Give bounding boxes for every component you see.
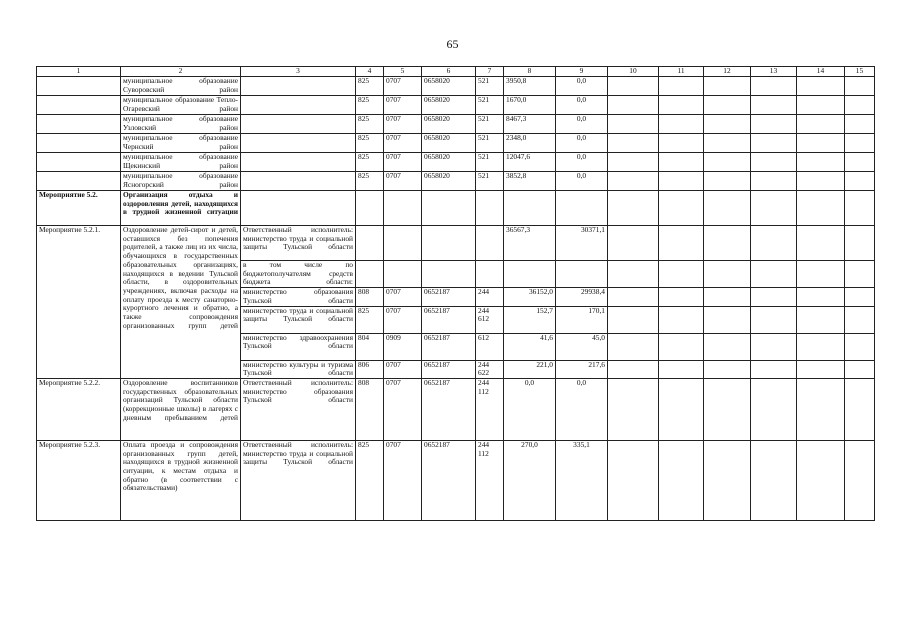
empty-cell: [797, 134, 845, 153]
value-col9: 0,0: [556, 153, 608, 172]
value-col9: 29938,4: [556, 288, 608, 306]
column-header: 2: [121, 67, 241, 77]
empty-cell: [608, 134, 659, 153]
measure-description: Оздоровление воспитанников государственных образовательных организаций Тульской области (коррекционные школы) в лагерях с дневным пребыванием детей: [121, 378, 241, 440]
value-col5: 0707: [384, 77, 422, 96]
empty-cell: [704, 96, 751, 115]
empty-cell: [845, 115, 875, 134]
empty-cell: [241, 96, 356, 115]
column-header: 6: [422, 67, 476, 77]
value-col8: 221,0: [504, 360, 556, 378]
value-col7: 244 112: [476, 378, 504, 440]
empty-cell: [608, 153, 659, 172]
value-col6: 0652187: [422, 288, 476, 306]
value-col6: 0658020: [422, 134, 476, 153]
empty-cell: [241, 115, 356, 134]
measure-description: Оздоровление детей-сирот и детей, оставшихся без попечения родителей, а также лиц из их числа, обучающихся в государственных образовательных организациях, находящихся в ведении Тульской области, в оздоровительных учреждениях, включая расходы на оплату проезда к месту санаторно-курортного лечения и обратно, а также сопровождения организованных групп детей: [121, 226, 241, 379]
value-col6: 0652187: [422, 333, 476, 360]
value-col4: 825: [356, 96, 384, 115]
value-col4: 825: [356, 172, 384, 191]
table-row: [37, 77, 875, 96]
recipient-label: министерство образования Тульской области: [241, 288, 356, 306]
empty-cell: [37, 153, 121, 172]
value-col5: 0707: [384, 134, 422, 153]
empty-cell: [751, 172, 797, 191]
value-col5: 0707: [384, 306, 422, 333]
empty-cell: [241, 172, 356, 191]
empty-cell: [659, 172, 704, 191]
empty-cell: [845, 77, 875, 96]
empty-cell: [704, 115, 751, 134]
recipient-label: министерство труда и социальной защиты Тульской области: [241, 306, 356, 333]
value-col4: 808: [356, 288, 384, 306]
empty-cell: [797, 77, 845, 96]
column-header: 4: [356, 67, 384, 77]
value-col6: 0658020: [422, 77, 476, 96]
table-row: [37, 440, 875, 520]
empty-cell: [704, 172, 751, 191]
value-col8: 0,0: [504, 378, 556, 440]
empty-cell: [751, 134, 797, 153]
empty-cell: [37, 134, 121, 153]
empty-cell: [659, 77, 704, 96]
value-col9: 0,0: [556, 96, 608, 115]
column-header: 13: [751, 67, 797, 77]
value-col4: 825: [356, 153, 384, 172]
value-col7: 244 112: [476, 440, 504, 520]
value-col8: 2348,0: [504, 134, 556, 153]
measure-description: Оплата проезда и сопровождения организованных групп детей, находящихся в трудной жизненной ситуации, к местам отдыха и обратно (в соответствии с обязательствами): [121, 440, 241, 520]
value-col4: 806: [356, 360, 384, 378]
empty-cell: [704, 77, 751, 96]
empty-cell: [37, 77, 121, 96]
value-col4: 804: [356, 333, 384, 360]
empty-cell: [37, 96, 121, 115]
budget-table: [36, 66, 875, 521]
value-col4: 825: [356, 134, 384, 153]
municipality-label: муниципальное образование Суворовский район: [121, 77, 241, 96]
column-header: 14: [797, 67, 845, 77]
empty-cell: [659, 134, 704, 153]
empty-cell: [608, 115, 659, 134]
column-header: 11: [659, 67, 704, 77]
measure-code: Мероприятие 5.2.1.: [37, 226, 121, 379]
table-row: [37, 115, 875, 134]
column-header: 8: [504, 67, 556, 77]
value-col9: 0,0: [556, 134, 608, 153]
measure-code: Мероприятие 5.2.2.: [37, 378, 121, 440]
table-row: [37, 191, 875, 226]
municipality-label: муниципальное образование Чернский район: [121, 134, 241, 153]
empty-cell: [37, 115, 121, 134]
value-col5: 0707: [384, 378, 422, 440]
value-col7: 521: [476, 134, 504, 153]
value-col6: 0652187: [422, 360, 476, 378]
value-col7: 521: [476, 172, 504, 191]
value-col9: 0,0: [556, 115, 608, 134]
value-col9: 335,1: [556, 440, 608, 520]
empty-cell: [704, 153, 751, 172]
column-header: 5: [384, 67, 422, 77]
column-header: 10: [608, 67, 659, 77]
including-label: в том числе по бюджетополучателям средств бюджета области:: [241, 261, 356, 288]
empty-cell: [659, 115, 704, 134]
value-col8: 8467,3: [504, 115, 556, 134]
value-col4: 808: [356, 378, 384, 440]
empty-cell: [241, 134, 356, 153]
column-header: 15: [845, 67, 875, 77]
value-col8: 41,6: [504, 333, 556, 360]
empty-cell: [845, 172, 875, 191]
empty-cell: [845, 153, 875, 172]
measure-code: Мероприятие 5.2.: [37, 191, 121, 226]
value-col8: 3950,8: [504, 77, 556, 96]
value-col7: 521: [476, 96, 504, 115]
empty-cell: [845, 96, 875, 115]
table-header-row: [37, 67, 875, 77]
empty-cell: [797, 115, 845, 134]
value-col6: 0658020: [422, 96, 476, 115]
empty-cell: [751, 115, 797, 134]
value-col8: 12047,6: [504, 153, 556, 172]
value-col8: 3852,8: [504, 172, 556, 191]
value-col9: 0,0: [556, 172, 608, 191]
empty-cell: [608, 77, 659, 96]
municipality-label: муниципальное образование Ясногорский район: [121, 172, 241, 191]
empty-cell: [659, 96, 704, 115]
measure-code: Мероприятие 5.2.3.: [37, 440, 121, 520]
value-col9: 170,1: [556, 306, 608, 333]
empty-cell: [845, 134, 875, 153]
value-col8: 36152,0: [504, 288, 556, 306]
table-row: [37, 378, 875, 440]
responsible-executor: Ответственный исполнитель: министерство труда и социальной защиты Тульской области: [241, 226, 356, 261]
value-col4: 825: [356, 115, 384, 134]
column-header: 12: [704, 67, 751, 77]
recipient-label: министерство культуры и туризма Тульской области: [241, 360, 356, 378]
empty-cell: [797, 172, 845, 191]
value-col5: 0707: [384, 153, 422, 172]
value-col6: 0658020: [422, 172, 476, 191]
column-header: 7: [476, 67, 504, 77]
municipality-rows: [37, 77, 875, 191]
empty-cell: [608, 172, 659, 191]
value-col4: 825: [356, 440, 384, 520]
value-col8: 270,0: [504, 440, 556, 520]
value-col6: 0658020: [422, 115, 476, 134]
empty-cell: [241, 77, 356, 96]
value-col6: 0652187: [422, 378, 476, 440]
empty-cell: [751, 96, 797, 115]
responsible-executor: Ответственный исполнитель: министерство труда и социальной защиты Тульской области: [241, 440, 356, 520]
value-col6: 0658020: [422, 153, 476, 172]
value-col7: 244 612: [476, 306, 504, 333]
municipality-label: муниципальное образование Тепло-Огаревский район: [121, 96, 241, 115]
measure-title: Организация отдыха и оздоровления детей, находящихся в трудной жизненной ситуации: [121, 191, 241, 226]
empty-cell: [608, 96, 659, 115]
column-header: 3: [241, 67, 356, 77]
value-col7: 521: [476, 115, 504, 134]
table-row: [37, 226, 875, 261]
value-col5: 0909: [384, 333, 422, 360]
value-col5: 0707: [384, 440, 422, 520]
value-col4: 825: [356, 306, 384, 333]
empty-cell: [241, 153, 356, 172]
table-row: [37, 134, 875, 153]
value-col7: 521: [476, 153, 504, 172]
municipality-label: муниципальное образование Узловский район: [121, 115, 241, 134]
column-header: 9: [556, 67, 608, 77]
responsible-executor: Ответственный исполнитель: министерство образования Тульской области: [241, 378, 356, 440]
empty-cell: [797, 96, 845, 115]
municipality-label: муниципальное образование Щекинский район: [121, 153, 241, 172]
recipient-label: министерство здравоохранения Тульской области: [241, 333, 356, 360]
value-col9: 217,6: [556, 360, 608, 378]
value-col4: 825: [356, 77, 384, 96]
value-col8: 152,7: [504, 306, 556, 333]
value-col6: 0652187: [422, 440, 476, 520]
value-col9: 30371,1: [556, 226, 608, 261]
value-col6: 0652187: [422, 306, 476, 333]
empty-cell: [797, 153, 845, 172]
empty-cell: [751, 153, 797, 172]
table-row: [37, 153, 875, 172]
empty-cell: [37, 172, 121, 191]
table-row: [37, 96, 875, 115]
value-col5: 0707: [384, 288, 422, 306]
value-col9: 0,0: [556, 378, 608, 440]
value-col7: 612: [476, 333, 504, 360]
value-col7: 244: [476, 288, 504, 306]
value-col9: 0,0: [556, 77, 608, 96]
value-col5: 0707: [384, 172, 422, 191]
empty-cell: [704, 134, 751, 153]
value-col7: 244 622: [476, 360, 504, 378]
page-number: 65: [446, 37, 459, 51]
value-col8: 1670,0: [504, 96, 556, 115]
value-col5: 0707: [384, 360, 422, 378]
value-col5: 0707: [384, 115, 422, 134]
column-header: 1: [37, 67, 121, 77]
value-col9: 45,0: [556, 333, 608, 360]
value-col8: 36567,3: [504, 226, 556, 261]
value-col5: 0707: [384, 96, 422, 115]
value-col7: 521: [476, 77, 504, 96]
empty-cell: [659, 153, 704, 172]
empty-cell: [751, 77, 797, 96]
table-row: [37, 172, 875, 191]
